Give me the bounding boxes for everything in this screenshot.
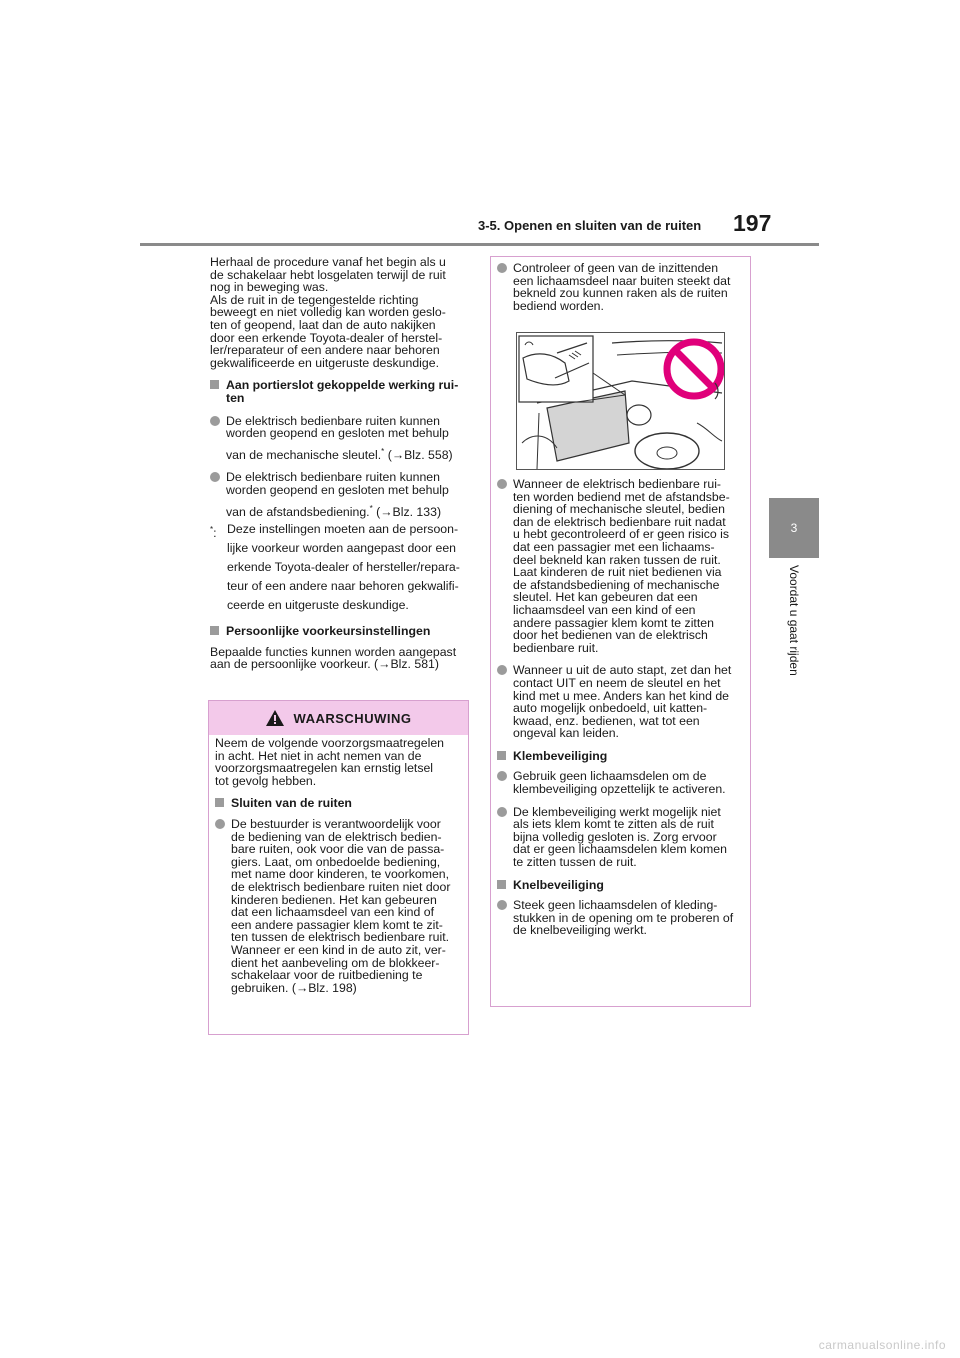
- round-bullet-icon: [497, 900, 507, 910]
- footnote-mark: *:: [210, 525, 217, 541]
- round-bullet-icon: [497, 807, 507, 817]
- section-heading-door-lock: Aan portierslot gekoppelde werking rui- ten: [210, 379, 470, 404]
- warning-intro: Neem de volgende voorzorgsmaatregelen in acht. Het niet in acht nemen van de voorzorgsmaatregelen kan ernstig letsel tot gevolg hebben.: [215, 736, 444, 788]
- footnote: *: Deze instellingen moeten aan de persoon- lijke voorkeur worden aangepast door een erkende Toyota-dealer of hersteller/repara- teur of een andere naar behoren gekwalifi- ceerde en uitgeruste deskundige.: [210, 522, 460, 613]
- subheading-knelbeveiliging: Knelbeveiliging: [497, 879, 745, 892]
- header-rule: [140, 243, 819, 246]
- watermark: carmanualsonline.info: [818, 1338, 946, 1352]
- warning-box: [208, 700, 469, 1035]
- round-bullet-icon: [497, 263, 507, 273]
- right-column-bottom: [497, 478, 745, 937]
- warning-bullet: De bestuurder is verantwoordelijk voor de bediening van de elektrisch bedien- bare ruiten, ook voor die van de passa- giers. Laat, om onbedoelde bediening, met name door kinderen, te voorkomen, de elektrisch bedienbare ruiten niet door kinderen bedienen. Het kan gebeuren dat een lichaamsdeel van een kind of een andere passagier klem komt te zit- ten tussen de elektrisch bedienbare ruit. Wanneer er een kind in de auto zit, ver- dient het aanbeveling om de blokkeer- schakelaar voor de ruitbediening te gebruiken. (→Blz. 198): [215, 818, 462, 994]
- page-ref-link[interactable]: Blz. 133: [392, 504, 437, 519]
- page-ref-link[interactable]: Blz. 198): [308, 980, 357, 995]
- square-bullet-icon: [210, 626, 219, 635]
- bullet-klem-2: De klembeveiliging werkt mogelijk niet als iets klem komt te zitten als de ruit bijna volledig gesloten is. Zorg ervoor dat er geen lichaamsdelen klem komen te zitten tussen de ruit.: [497, 806, 745, 869]
- bullet-leaving-car: Wanneer u uit de auto stapt, zet dan het contact UIT en neem de sleutel en het kind met u mee. Anders kan het kind de auto mogelijk onbedoeld, uit katten- kwaad, enz. bedienen, wat tot een ongeval kan leiden.: [497, 664, 745, 740]
- section-heading-preferences: Persoonlijke voorkeursinstellingen: [210, 625, 470, 638]
- arrow-icon: →: [391, 447, 405, 462]
- square-bullet-icon: [497, 880, 506, 889]
- window-pinch-illustration: [516, 332, 725, 470]
- page-ref-link[interactable]: Blz. 581: [390, 657, 435, 672]
- warning-header: [209, 701, 468, 735]
- left-column: [210, 256, 470, 671]
- bullet-remote: De elektrisch bedienbare ruiten kunnen worden geopend en gesloten met behulp van de afstandsbediening.* (→Blz. 133): [210, 471, 470, 518]
- square-bullet-icon: [210, 380, 219, 389]
- chapter-tab: 3: [769, 498, 819, 558]
- bullet-mechanical-key: De elektrisch bedienbare ruiten kunnen worden geopend en gesloten met behulp van de mechanische sleutel.* (→Blz. 558): [210, 415, 470, 462]
- square-bullet-icon: [497, 751, 506, 760]
- page-ref-link[interactable]: Blz. 558: [404, 447, 449, 462]
- round-bullet-icon: [497, 665, 507, 675]
- round-bullet-icon: [210, 416, 220, 426]
- arrow-icon: →: [295, 980, 309, 995]
- round-bullet-icon: [497, 479, 507, 489]
- bullet-remote-operation: Wanneer de elektrisch bedienbare rui- ten worden bediend met de afstandsbe- diening of mechanische sleutel, bedien dan de elektrisch bedienbare ruit nadat u hebt gecontroleerd of er geen risico is dat een passagier met een lichaams- deel bekneld kan raken tussen de ruit. Laat kinderen de ruit niet bedienen via de afstandsbediening of mechanische sleutel. Het kan gebeuren dat een lichaamsdeel van een kind of een andere passagier klem komt te zitten door het bedienen van de elektrisch bedienbare ruit.: [497, 478, 745, 654]
- intro-paragraph: Herhaal de procedure vanaf het begin als u de schakelaar hebt losgelaten terwijl de ruit nog in beweging was. Als de ruit in de tegengestelde richting beweegt en niet volledig kan worden geslo- ten of geopend, laat dan de auto nakijken door een erkende Toyota-dealer of herstel- ler/reparateur of een andere naar behoren gekwalificeerde en uitgeruste deskundige.: [210, 255, 446, 370]
- preferences-paragraph: Bepaalde functies kunnen worden aangepast aan de persoonlijke voorkeur. (→Blz. 581): [210, 644, 457, 672]
- warning-triangle-icon: [266, 710, 284, 726]
- round-bullet-icon: [497, 771, 507, 781]
- bullet-check-occupants: Controleer of geen van de inzittenden een lichaamsdeel naar buiten steekt dat bekneld zou kunnen raken als de ruiten bediend worden.: [497, 262, 745, 312]
- warning-subheading: Sluiten van de ruiten: [215, 797, 462, 810]
- warning-title: WAARSCHUWING: [293, 710, 412, 726]
- chapter-label-text: Voordat u gaat rijden: [787, 565, 801, 676]
- square-bullet-icon: [215, 798, 224, 807]
- car-window-drawing: [517, 333, 724, 469]
- right-column-top: [497, 262, 745, 312]
- bullet-knel-1: Steek geen lichaamsdelen of kleding- stukken in de opening om te proberen of de knelbeveiliging werkt.: [497, 899, 745, 937]
- section-title: 3-5. Openen en sluiten van de ruiten: [478, 218, 702, 233]
- subheading-klembeveiliging: Klembeveiliging: [497, 750, 745, 763]
- round-bullet-icon: [210, 472, 220, 482]
- chapter-label: [769, 565, 819, 715]
- page-number: 197: [733, 210, 772, 236]
- arrow-icon: →: [378, 657, 391, 672]
- round-bullet-icon: [215, 819, 225, 829]
- bullet-klem-1: Gebruik geen lichaamsdelen om de klembeveiliging opzettelijk te activeren.: [497, 770, 745, 795]
- arrow-icon: →: [380, 504, 393, 519]
